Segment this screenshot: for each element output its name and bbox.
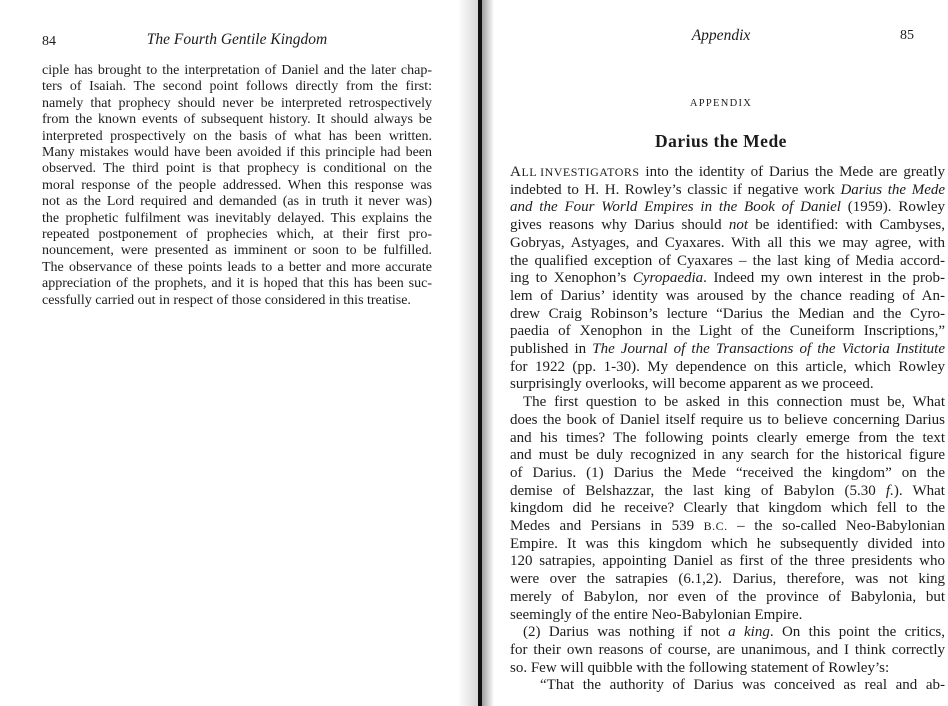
text-line (510, 500, 945, 518)
text-run: ters of Isaiah. The second point follows directly from the first: (42, 79, 432, 95)
running-head: The Fourth Gentile Kingdom (146, 31, 328, 48)
small-caps-text-run: B.C. (703, 519, 728, 534)
text-run: “That the authority of Darius was conceived as real and ab- (540, 677, 945, 694)
text-run: interpreted prospectively on the basis of what has been written. (42, 128, 432, 144)
small-caps-text-run: ALL INVESTIGATORS (510, 163, 640, 180)
text-run: Gobryas, Astyages, and Cyaxares. With all this we may agree, with (510, 234, 945, 251)
text-run: does the book of Daniel itself require us to believe concerning Darius (510, 411, 945, 428)
text-run: . Indeed my own interest in the prob- (703, 270, 945, 287)
italic-text-run: and the Four World Empires in the Book of Daniel (510, 199, 841, 216)
text-run: ing to Xenophon’s (510, 270, 633, 287)
italic-text-run: not (728, 217, 749, 234)
text-line (510, 465, 945, 483)
italic-text-run: Darius the Mede (840, 181, 946, 198)
text-run: The first question to be asked in this connection must be, What (523, 394, 945, 411)
italic-text-run: a king (728, 624, 770, 641)
text-line (42, 96, 432, 112)
text-run: ciple has brought to the interpretation of Daniel and the later chap- (42, 63, 432, 78)
text-run: namely that prophecy should never be interpreted retrospectively (42, 95, 432, 111)
paragraph (510, 163, 945, 394)
text-run: into the identity of Darius the Mede are greatly (639, 164, 945, 180)
right-page (483, 0, 948, 706)
text-line (42, 260, 432, 276)
running-head: Appendix (691, 27, 751, 44)
text-run: for their own reasons of course, are unanimous, and I think correctly (510, 641, 945, 658)
text-line (42, 211, 432, 227)
text-line (510, 624, 945, 642)
text-line (510, 642, 945, 660)
text-run: published in (510, 341, 593, 358)
text-line (510, 182, 945, 200)
text-line (42, 243, 432, 259)
text-line (42, 293, 432, 309)
text-run: seemingly of the entire Neo-Babylonian Empire. (510, 606, 803, 623)
text-run: cessfully carried out in respect of those considered in this treatise. (42, 292, 411, 308)
text-line (42, 79, 432, 95)
section-label: APPENDIX (689, 98, 753, 109)
text-run: so. Few will quibble with the following statement of Rowley’s: (510, 659, 890, 676)
text-line (510, 288, 945, 306)
text-line (42, 194, 432, 210)
page-number: 85 (900, 28, 914, 43)
text-line (510, 270, 945, 288)
text-line (510, 359, 945, 377)
text-run: kingdom did he receive? Clearly that kingdom which fell to the (510, 500, 945, 517)
text-line (42, 129, 432, 145)
block-quote (510, 677, 945, 695)
left-page (0, 0, 470, 706)
text-line (510, 217, 945, 235)
text-run: (1959). Rowley (840, 199, 945, 216)
text-line (510, 607, 945, 625)
text-line (42, 227, 432, 243)
text-run: ). What (893, 482, 945, 499)
text-line (42, 112, 432, 128)
page-number: 84 (42, 34, 56, 49)
body-text (510, 163, 945, 695)
text-line (510, 253, 945, 271)
text-run: moral response of the people addressed. When this response was (42, 177, 432, 193)
text-line (510, 323, 945, 341)
text-run: (2) Darius was nothing if not (523, 624, 729, 641)
text-run: be identified: with Cambyses, (748, 217, 945, 234)
text-run: and his times? The following points clearly emerge from the text (510, 429, 945, 446)
text-run: were over the satrapies (6.1,2). Darius, therefore, was not king (510, 571, 945, 588)
text-run: Empire. It was this kingdom which he subsequently divided into (510, 535, 945, 552)
text-run: appreciation of the prophets, and it is hoped that this has been suc- (42, 276, 432, 292)
text-run: – the so-called Neo-Babylonian (727, 518, 946, 535)
paragraph (510, 394, 945, 624)
text-line (510, 536, 945, 554)
text-line (510, 447, 945, 465)
text-line (42, 63, 432, 79)
text-run: 120 satrapies, appointing Daniel as first of the three presidents who (510, 553, 945, 570)
text-line (42, 178, 432, 194)
text-line (510, 677, 945, 695)
text-line (510, 553, 945, 571)
text-run: lem of Darius’ identity was aroused by the chance reading of An- (510, 287, 945, 304)
text-run: from the known events of subsequent history. It should always be (42, 112, 432, 128)
text-run: drew Craig Robinson’s lecture “Darius the Median and the Cyro- (510, 305, 945, 322)
text-line (42, 145, 432, 161)
text-run: the prophetic fulfilment was inevitably delayed. This explains the (42, 210, 432, 226)
text-run: . On this point the critics, (769, 624, 945, 641)
text-line (510, 306, 945, 324)
text-line (510, 660, 945, 678)
italic-text-run: Cyropaedia (632, 270, 704, 287)
text-run: gives reasons why Darius should (510, 217, 729, 234)
text-line (510, 376, 945, 394)
text-run: paedia of Xenophon in the Light of the Cuneiform Inscriptions,” (510, 323, 945, 340)
text-line (510, 341, 945, 359)
text-line (510, 394, 945, 412)
text-line (510, 589, 945, 607)
text-run: merely of Babylon, nor even of the province of Babylonia, but (510, 588, 945, 605)
text-run: for 1922 (pp. 1-30). My dependence on this article, which Rowley (510, 358, 945, 375)
paragraph (42, 63, 432, 309)
text-line (42, 276, 432, 292)
text-line (510, 412, 945, 430)
text-line (510, 430, 945, 448)
text-run: repeated postponement of prophecies which, at their first pro- (42, 227, 432, 243)
text-run: Many mistakes would have been avoided if this principle had been (42, 145, 432, 161)
text-line (510, 571, 945, 589)
text-line (42, 161, 432, 177)
text-line (510, 163, 945, 182)
text-run: the qualified exception of Cyaxares – the last king of Media accord- (510, 252, 945, 269)
text-run: surprisingly overlooks, will become apparent as we proceed. (510, 376, 874, 393)
italic-text-run: The Journal of the Transactions of the Victoria Institute (592, 341, 946, 358)
italic-text-run: f. (885, 482, 894, 499)
text-line (510, 199, 945, 217)
gutter-shadow (482, 0, 494, 706)
section-title: Darius the Mede (655, 131, 787, 151)
text-run: Medes and Persians in 539 (510, 518, 704, 535)
text-line (510, 483, 945, 501)
text-line (510, 235, 945, 253)
text-run: demise of Belshazzar, the last king of Babylon (5.30 (510, 482, 886, 499)
paragraph (510, 624, 945, 677)
text-run: of Darius. (1) Darius the Mede “received the kingdom” on the (510, 464, 945, 481)
gutter-shadow (458, 0, 478, 706)
text-line (510, 518, 945, 536)
text-run: not as the Lord required and demanded (as in truth it never was) (42, 194, 432, 210)
text-run: indebted to H. H. Rowley’s classic if negative work (510, 181, 841, 198)
text-run: and must be duly recognized in any search for the historical figure (510, 447, 945, 464)
text-run: observed. The third point is that prophecy is conditional on the (42, 161, 432, 177)
body-text (42, 63, 432, 309)
text-run: The observance of these points leads to a better and more accurate (42, 259, 432, 275)
text-run: nouncement, were presented as imminent or soon to be fulfilled. (42, 243, 432, 259)
